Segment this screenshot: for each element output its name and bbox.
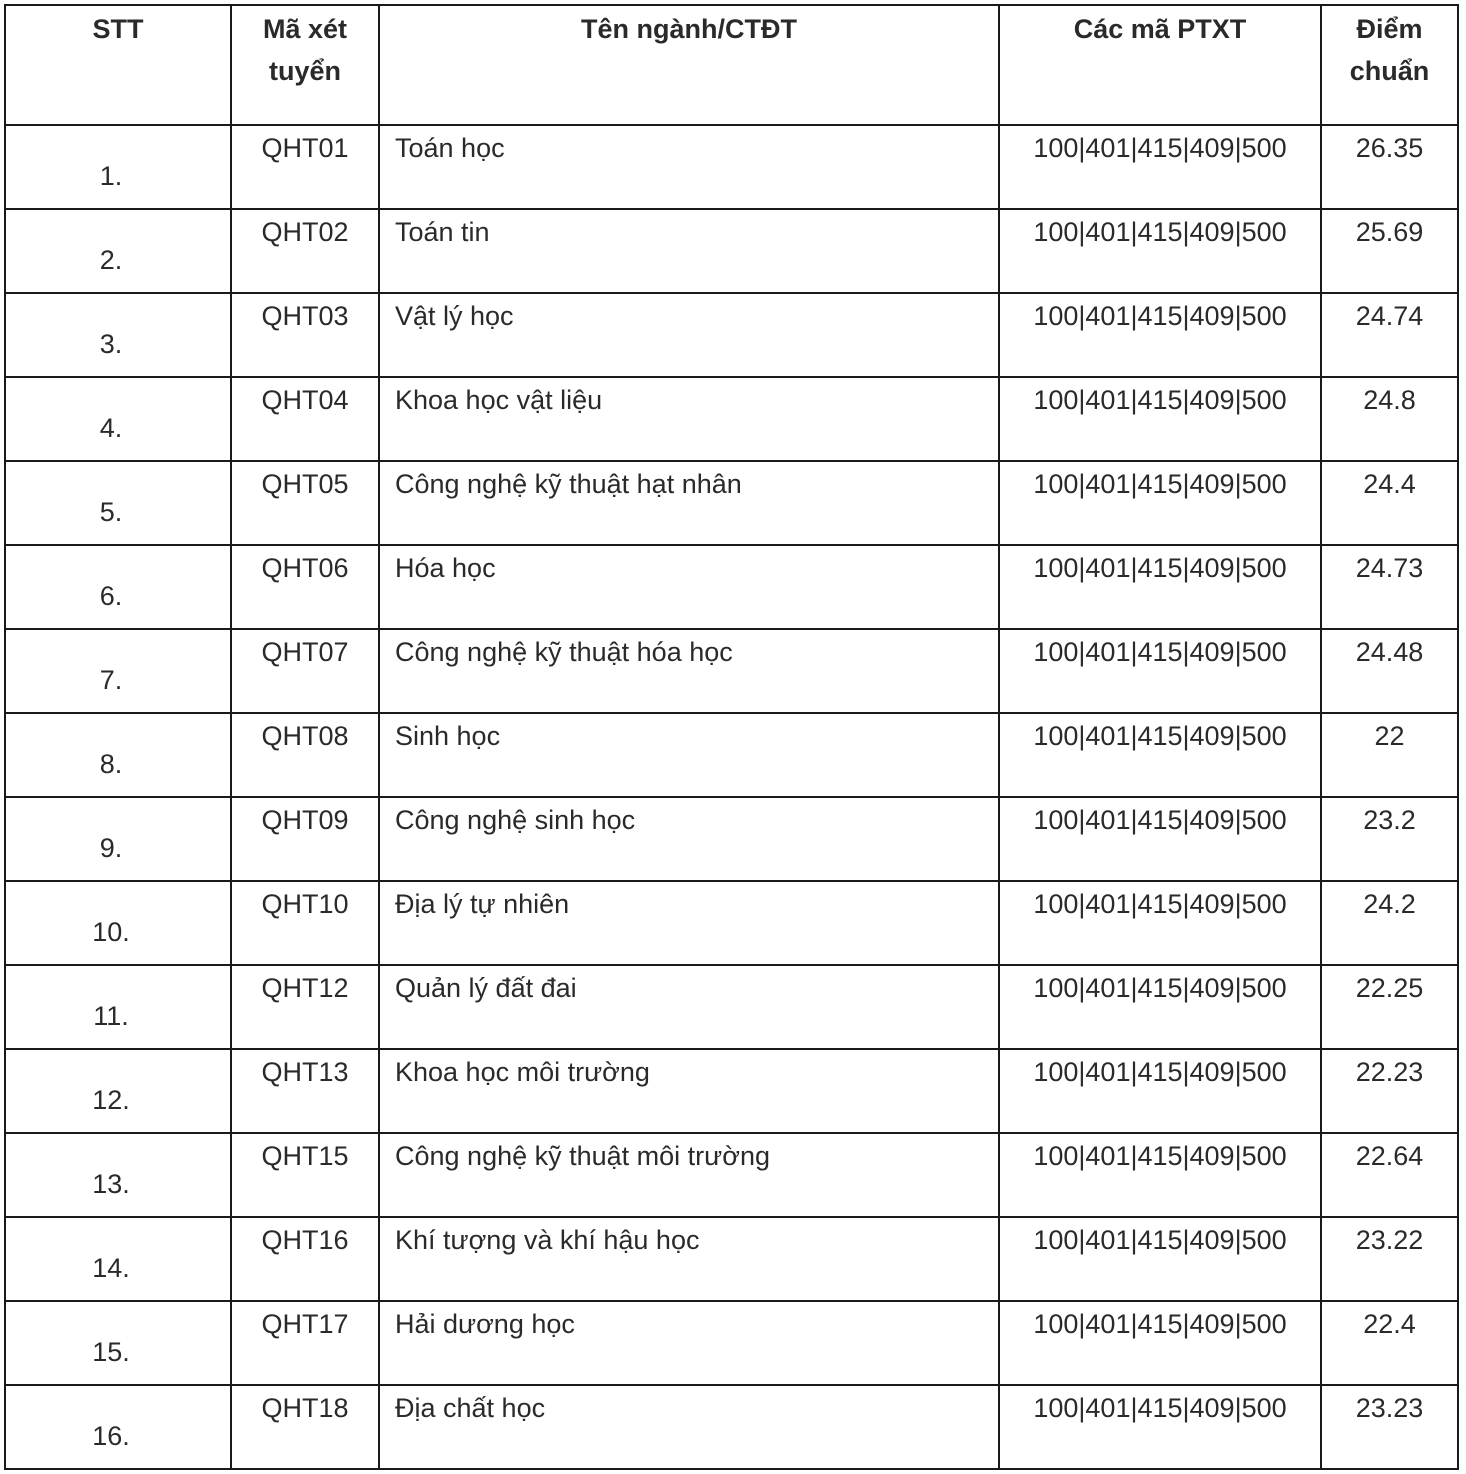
row-program-name: Quản lý đất đai [379,965,999,1049]
header-code-line1: Mã xét [262,14,348,44]
row-cutoff-score: 24.8 [1321,377,1458,461]
row-cutoff-score: 23.22 [1321,1217,1458,1301]
header-row [5,5,1458,125]
table-body [5,125,1458,1469]
admission-scores-table [4,4,1459,1470]
row-stt-cell [5,1385,231,1469]
row-admission-code: QHT09 [231,797,379,881]
row-stt-cell [5,209,231,293]
row-cutoff-score: 22.64 [1321,1133,1458,1217]
row-admission-code: QHT10 [231,881,379,965]
row-cutoff-score: 24.74 [1321,293,1458,377]
row-admission-code: QHT18 [231,1385,379,1469]
table-row [5,797,1458,881]
row-stt: 6. [99,581,123,611]
row-ptxt-codes: 100|401|415|409|500 [999,1049,1321,1133]
row-ptxt-codes: 100|401|415|409|500 [999,1301,1321,1385]
row-stt-cell [5,1301,231,1385]
row-cutoff-score: 22.23 [1321,1049,1458,1133]
row-program-name: Toán tin [379,209,999,293]
row-cutoff-score: 25.69 [1321,209,1458,293]
row-stt-cell [5,461,231,545]
row-program-name: Khoa học môi trường [379,1049,999,1133]
row-stt: 16. [92,1421,130,1451]
table-row [5,1301,1458,1385]
header-score-line2: chuẩn [1349,56,1430,86]
table-row [5,1133,1458,1217]
row-ptxt-codes: 100|401|415|409|500 [999,1217,1321,1301]
table-row [5,545,1458,629]
row-stt-cell [5,629,231,713]
table-row [5,1385,1458,1469]
table-row [5,965,1458,1049]
header-stt: STT [5,5,231,125]
row-stt-cell [5,881,231,965]
row-stt: 2. [99,245,123,275]
row-stt: 14. [92,1253,130,1283]
row-ptxt-codes: 100|401|415|409|500 [999,377,1321,461]
row-program-name: Công nghệ kỹ thuật môi trường [379,1133,999,1217]
row-admission-code: QHT01 [231,125,379,209]
table-row [5,881,1458,965]
table-row [5,1049,1458,1133]
table-header [5,5,1458,125]
row-stt-cell [5,797,231,881]
row-admission-code: QHT12 [231,965,379,1049]
row-ptxt-codes: 100|401|415|409|500 [999,1385,1321,1469]
row-program-name: Công nghệ sinh học [379,797,999,881]
row-stt: 8. [99,749,123,779]
row-ptxt-codes: 100|401|415|409|500 [999,965,1321,1049]
row-admission-code: QHT16 [231,1217,379,1301]
row-admission-code: QHT04 [231,377,379,461]
row-stt: 10. [92,917,130,947]
table-row [5,713,1458,797]
row-stt: 5. [99,497,123,527]
row-cutoff-score: 22 [1321,713,1458,797]
row-cutoff-score: 24.4 [1321,461,1458,545]
row-admission-code: QHT08 [231,713,379,797]
row-admission-code: QHT02 [231,209,379,293]
row-admission-code: QHT15 [231,1133,379,1217]
table-row [5,629,1458,713]
table-row [5,377,1458,461]
row-ptxt-codes: 100|401|415|409|500 [999,713,1321,797]
row-cutoff-score: 24.73 [1321,545,1458,629]
header-code [231,5,379,125]
row-cutoff-score: 24.48 [1321,629,1458,713]
row-cutoff-score: 22.25 [1321,965,1458,1049]
row-ptxt-codes: 100|401|415|409|500 [999,545,1321,629]
row-stt-cell [5,293,231,377]
row-stt-cell [5,1133,231,1217]
row-program-name: Khoa học vật liệu [379,377,999,461]
row-stt-cell [5,1217,231,1301]
row-cutoff-score: 22.4 [1321,1301,1458,1385]
header-ptxt-codes: Các mã PTXT [999,5,1321,125]
row-program-name: Hóa học [379,545,999,629]
row-program-name: Khí tượng và khí hậu học [379,1217,999,1301]
row-program-name: Địa chất học [379,1385,999,1469]
row-cutoff-score: 26.35 [1321,125,1458,209]
row-stt-cell [5,1049,231,1133]
row-cutoff-score: 23.2 [1321,797,1458,881]
row-admission-code: QHT05 [231,461,379,545]
row-ptxt-codes: 100|401|415|409|500 [999,797,1321,881]
row-admission-code: QHT06 [231,545,379,629]
row-admission-code: QHT17 [231,1301,379,1385]
row-stt-cell [5,125,231,209]
row-program-name: Sinh học [379,713,999,797]
header-score-line1: Điểm [1356,14,1423,44]
row-ptxt-codes: 100|401|415|409|500 [999,461,1321,545]
table-row [5,293,1458,377]
row-ptxt-codes: 100|401|415|409|500 [999,125,1321,209]
row-stt: 9. [99,833,123,863]
row-stt-cell [5,377,231,461]
row-program-name: Toán học [379,125,999,209]
row-ptxt-codes: 100|401|415|409|500 [999,293,1321,377]
row-ptxt-codes: 100|401|415|409|500 [999,209,1321,293]
table-row [5,209,1458,293]
table-row [5,1217,1458,1301]
row-admission-code: QHT03 [231,293,379,377]
row-ptxt-codes: 100|401|415|409|500 [999,1133,1321,1217]
row-stt: 12. [92,1085,130,1115]
header-code-line2: tuyển [268,56,341,86]
row-program-name: Công nghệ kỹ thuật hóa học [379,629,999,713]
row-admission-code: QHT13 [231,1049,379,1133]
row-program-name: Công nghệ kỹ thuật hạt nhân [379,461,999,545]
row-admission-code: QHT07 [231,629,379,713]
row-cutoff-score: 23.23 [1321,1385,1458,1469]
row-stt: 4. [99,413,123,443]
row-ptxt-codes: 100|401|415|409|500 [999,629,1321,713]
row-stt-cell [5,965,231,1049]
row-stt: 15. [92,1337,130,1367]
row-stt: 1. [99,161,123,191]
table-row [5,125,1458,209]
row-program-name: Vật lý học [379,293,999,377]
table-row [5,461,1458,545]
row-ptxt-codes: 100|401|415|409|500 [999,881,1321,965]
row-program-name: Hải dương học [379,1301,999,1385]
row-stt: 13. [92,1169,130,1199]
header-score [1321,5,1458,125]
row-stt-cell [5,545,231,629]
row-stt-cell [5,713,231,797]
row-stt: 3. [99,329,123,359]
row-program-name: Địa lý tự nhiên [379,881,999,965]
row-cutoff-score: 24.2 [1321,881,1458,965]
row-stt: 7. [99,665,123,695]
header-program-name: Tên ngành/CTĐT [379,5,999,125]
row-stt: 11. [93,1001,129,1031]
